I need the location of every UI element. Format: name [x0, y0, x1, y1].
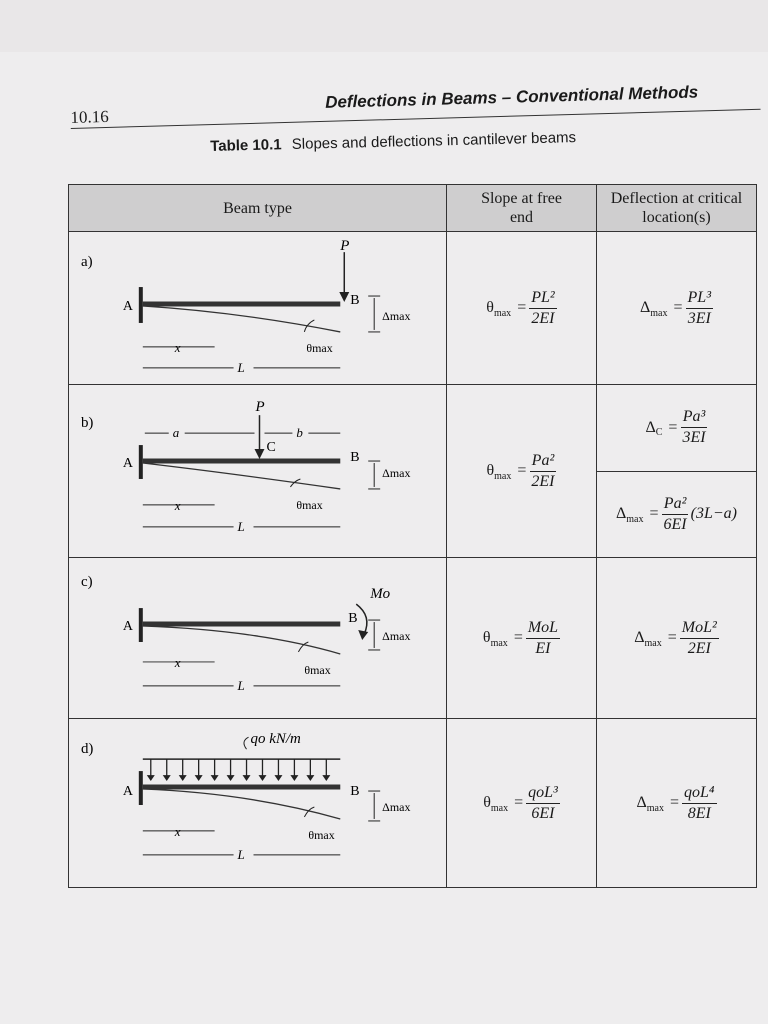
deflection-formula: Δ max = $\frac{\text{qoL⁴}}{8EI}$: [636, 783, 715, 822]
chapter-title: Deflections in Beams – Conventional Methods: [324, 82, 699, 112]
col-header-slope-line1: Slope at free: [481, 190, 562, 207]
x-label: x: [174, 497, 181, 513]
beam-diagram-c: [69, 558, 447, 719]
beam-diagram-a: [69, 232, 447, 385]
length-label: L: [237, 359, 245, 375]
dim-a-label: a: [172, 425, 180, 441]
load-label: Mo: [370, 586, 391, 603]
x-label: x: [174, 339, 181, 355]
beam-diagram-b: [69, 385, 447, 558]
load-label: P: [255, 399, 265, 416]
table-label: Table 10.1: [210, 136, 282, 155]
dim-b-label: b: [296, 425, 303, 441]
theta-label: θmax: [304, 662, 331, 677]
deflection-formula: Δ max = $\frac{\text{MoL²}}{2EI}$: [634, 618, 717, 657]
col-header-slope-line2: end: [509, 209, 534, 226]
slope-cell-b: [447, 385, 597, 558]
slope-cell-c: [447, 558, 597, 719]
support-a-label: A: [122, 784, 133, 800]
deflection-cell-a: [597, 232, 757, 385]
table-header-row: [69, 185, 757, 232]
beam-diagram-svg: [69, 232, 446, 384]
point-b-label: B: [350, 293, 360, 309]
length-label: L: [237, 518, 245, 534]
deflection-formula: Δ max = $\frac{\text{PL³}}{3EI}$: [639, 288, 711, 327]
row-label: a): [80, 254, 93, 271]
load-label: qo kN/m: [250, 731, 301, 748]
deflection-formula-c: Δ C = $\frac{\text{Pa³}}{3EI}$: [645, 408, 706, 447]
col-header-deflection: [597, 185, 757, 232]
col-header-slope: [447, 185, 597, 232]
col-header-defl-line2: location(s): [642, 209, 711, 226]
beam-diagram-svg: [69, 719, 446, 887]
beam-diagram-d: [69, 719, 447, 888]
point-c-label: C: [266, 440, 276, 456]
length-label: L: [237, 846, 245, 862]
x-label: x: [174, 823, 181, 839]
row-label: c): [80, 574, 93, 591]
length-label: L: [237, 677, 245, 693]
cantilever-table: [68, 184, 756, 886]
x-label: x: [174, 654, 181, 670]
theta-label: θmax: [308, 827, 335, 842]
table-row: [69, 385, 757, 558]
slope-cell-a: [447, 232, 597, 385]
slope-formula: θ max = $\frac{\text{MoL}}{EI}$: [482, 618, 559, 657]
delta-label: Δmax: [382, 628, 411, 643]
beam-diagram-svg: [69, 385, 446, 557]
deflection-cell-d: [597, 719, 757, 888]
table-row: [69, 232, 757, 385]
support-a-label: A: [122, 298, 133, 314]
table-row: [69, 719, 757, 888]
point-b-label: B: [350, 450, 360, 466]
load-label: P: [340, 238, 350, 255]
delta-label: Δmax: [382, 799, 411, 814]
support-a-label: A: [122, 619, 133, 635]
delta-label: Δmax: [382, 308, 411, 323]
row-label: d): [80, 741, 94, 758]
theta-label: θmax: [306, 340, 333, 355]
slope-formula: θ max = $\frac{\text{PL²}}{2EI}$: [486, 288, 555, 327]
beam-diagram-svg: [69, 558, 446, 718]
deflection-cell-b: [597, 385, 757, 558]
page-number: 10.16: [70, 106, 109, 127]
point-b-label: B: [348, 611, 358, 627]
row-label: b): [80, 415, 94, 432]
support-a-label: A: [122, 456, 133, 472]
theta-label: θmax: [296, 497, 323, 512]
distributed-load-arrows: [151, 759, 327, 777]
delta-label: Δmax: [382, 465, 411, 480]
table-row: [69, 558, 757, 719]
table-title: Slopes and deflections in cantilever beams: [291, 129, 577, 154]
col-header-beam-type: Beam type: [69, 185, 447, 232]
col-header-defl-line1: Deflection at critical: [610, 190, 743, 207]
point-b-label: B: [350, 784, 360, 800]
deflection-formula-max: Δ max = $\frac{\text{Pa²}}{6EI}$ (3L−a): [615, 494, 737, 533]
slope-formula: θ max = $\frac{\text{qoL³}}{6EI}$: [483, 783, 558, 822]
slope-cell-d: [447, 719, 597, 888]
deflection-cell-c: [597, 558, 757, 719]
slope-formula: θ max = $\frac{\text{Pa²}}{2EI}$: [486, 451, 555, 490]
